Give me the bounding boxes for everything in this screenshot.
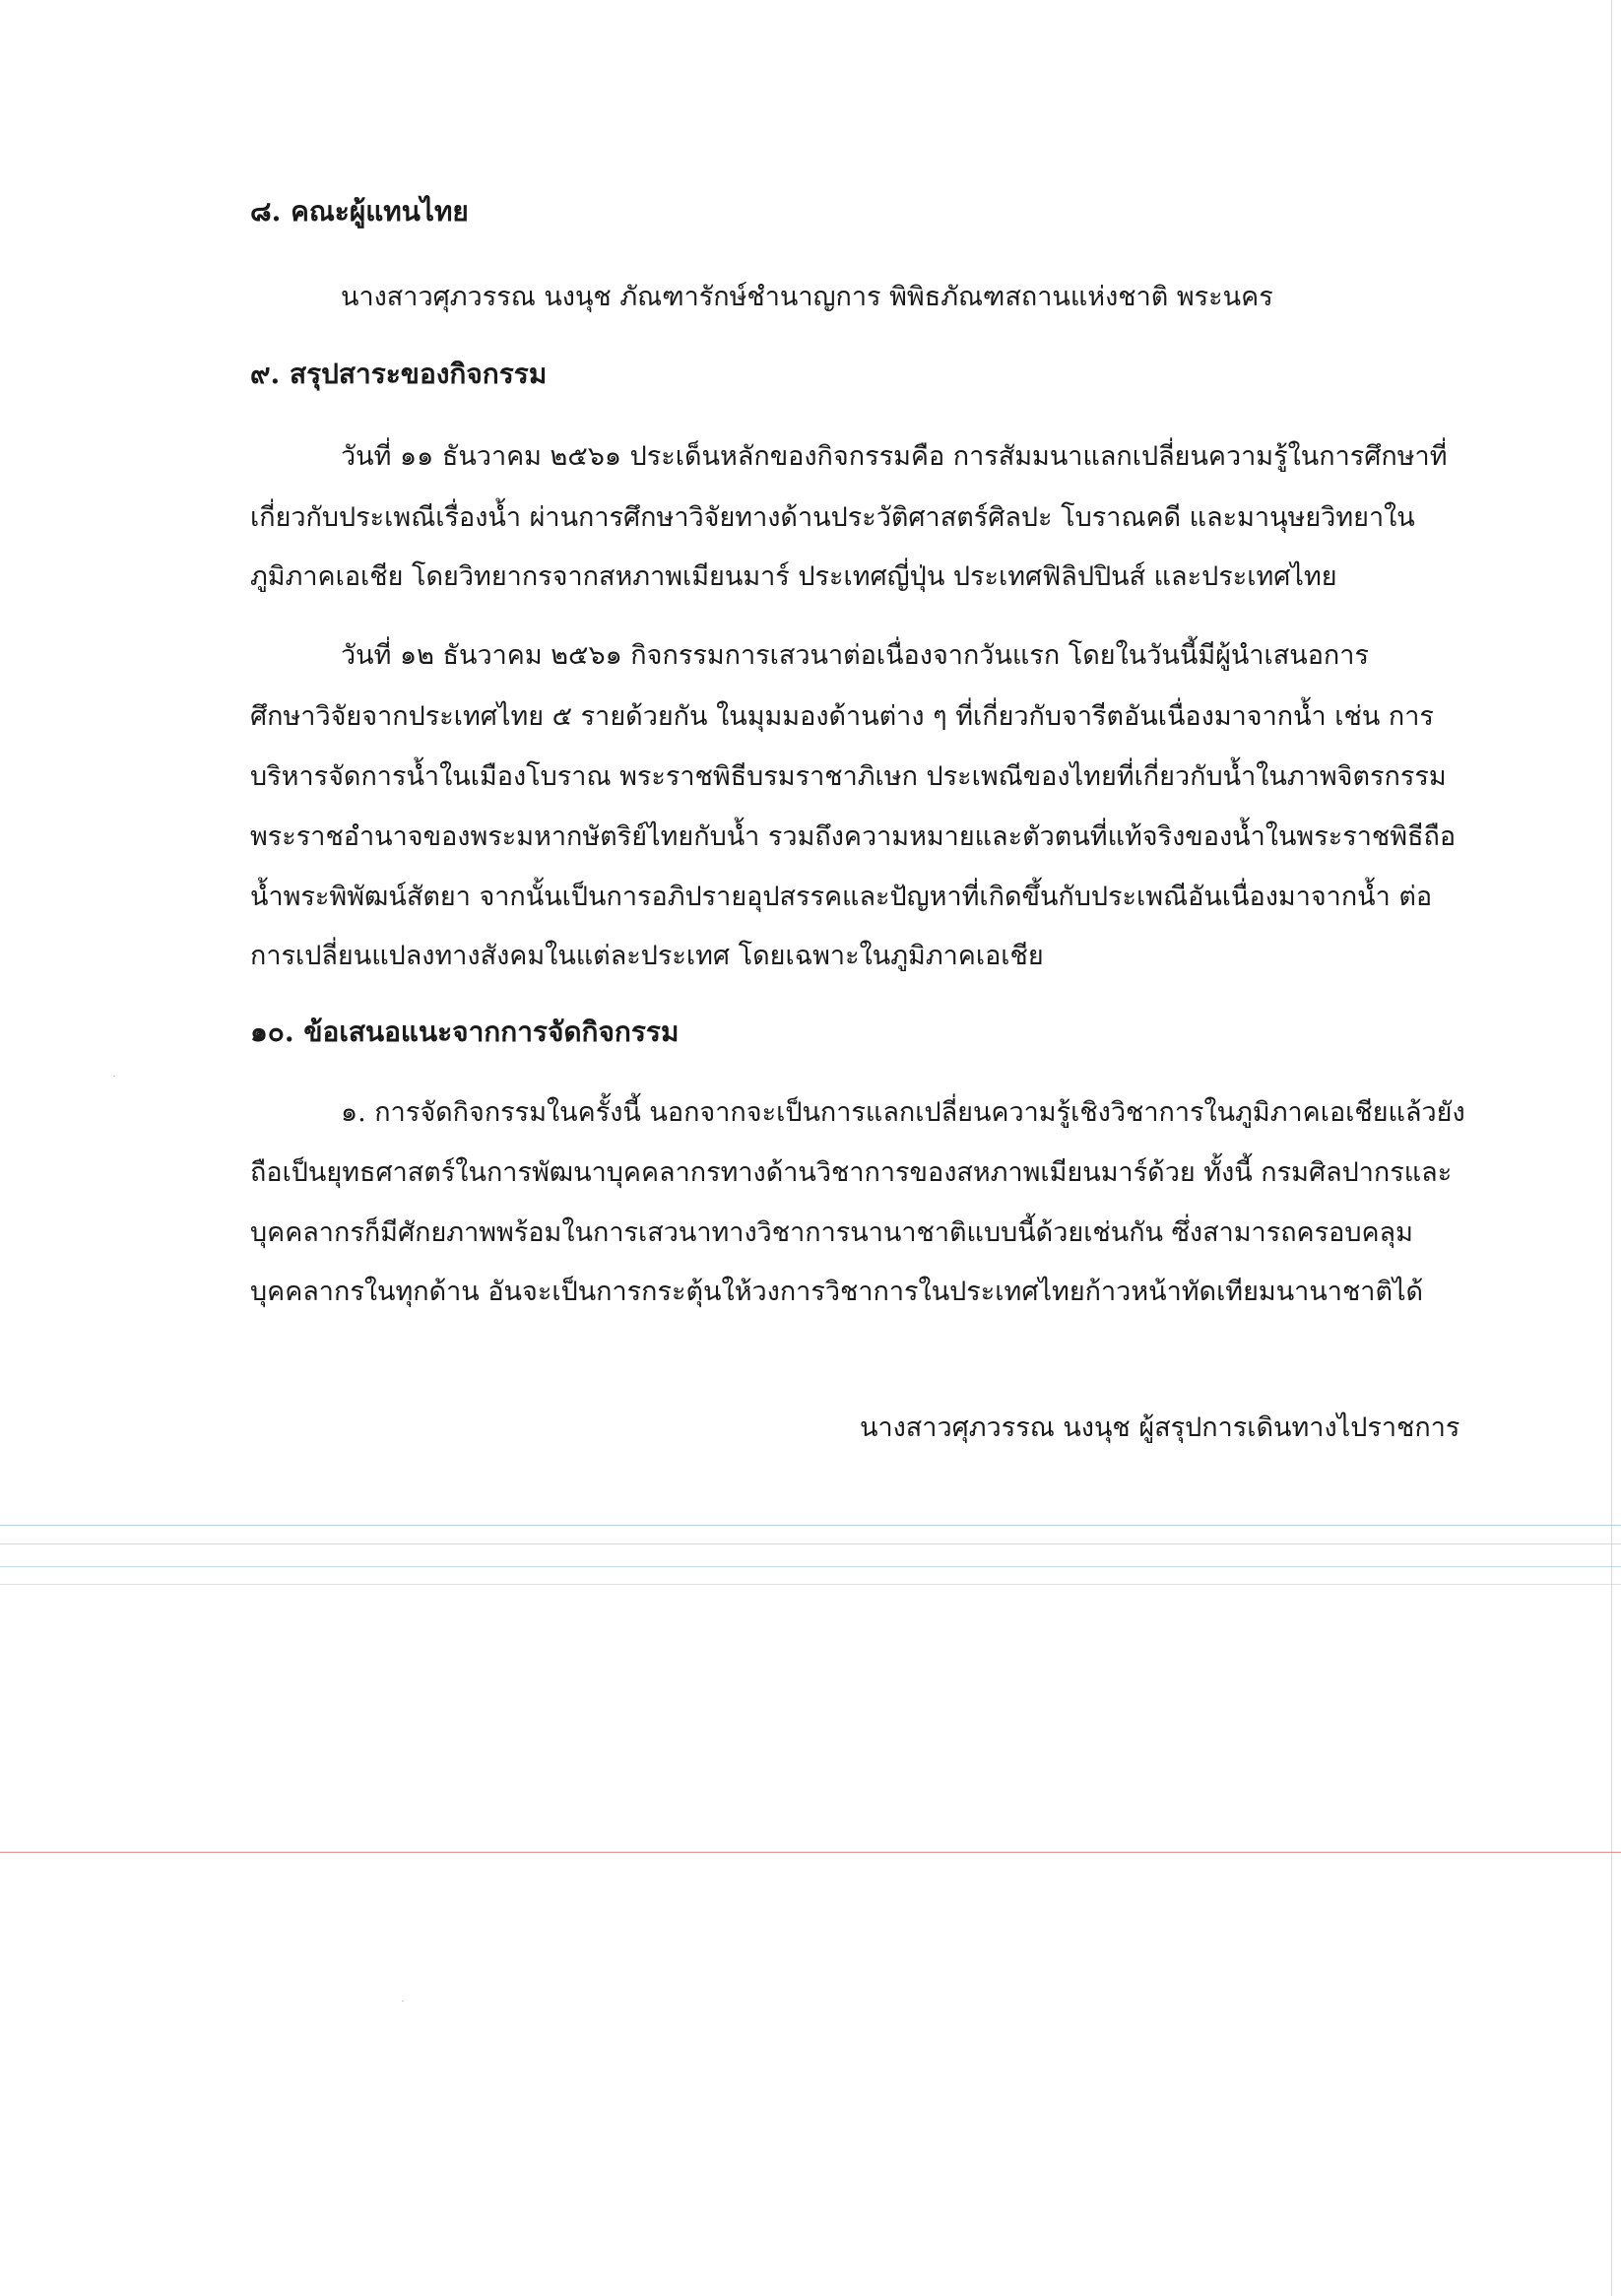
section-9-paragraph-2-line-5: น้ำพระพิพัฒน์สัตยา จากนั้นเป็นการอภิปรายอุปสรรคและปัญหาที่เกิดขึ้นกับประเพณีอันเนื่องมาจากน้ำ ต่อ xyxy=(250,882,1433,912)
section-10-paragraph-1-line-4: บุคคลากรในทุกด้าน อันจะเป็นการกระตุ้นให้วงการวิชาการในประเทศไทยก้าวหน้าทัดเทียมนานาชาติได้ xyxy=(250,1277,1424,1307)
scan-line-red xyxy=(0,1852,1621,1853)
scan-speck xyxy=(113,1076,115,1077)
section-10-heading: ๑๐. ข้อเสนอแนะจากการจัดกิจกรรม xyxy=(250,1016,680,1048)
section-10-paragraph-1-line-2: ถือเป็นยุทธศาสตร์ในการพัฒนาบุคคลากรทางด้านวิชาการของสหภาพเมียนมาร์ด้วย ทั้งนี้ กรมศิลปากรและ xyxy=(250,1157,1453,1188)
section-10-paragraph-1-line-1: ๑. การจัดกิจกรรมในครั้งนี้ นอกจากจะเป็นการแลกเปลี่ยนความรู้เชิงวิชาการในภูมิภาคเอเชียแล้วยัง xyxy=(341,1097,1465,1128)
page-edge-shadow xyxy=(1611,0,1612,2296)
scan-line-gray-2 xyxy=(0,1584,1621,1585)
scan-line-blue-2 xyxy=(0,1566,1621,1567)
section-9-paragraph-1-line-3: ภูมิภาคเอเชีย โดยวิทยากรจากสหภาพเมียนมาร์ ประเทศญี่ปุ่น ประเทศฟิลิปปินส์ และประเทศไทย xyxy=(250,561,1337,592)
section-9-paragraph-2-line-4: พระราชอำนาจของพระมหากษัตริย์ไทยกับน้ำ รวมถึงความหมายและตัวตนที่แท้จริงของน้ำในพระราชพิธีถือ xyxy=(250,821,1457,852)
scan-line-blue-1 xyxy=(0,1525,1621,1526)
section-9-paragraph-2-line-1: วันที่ ๑๒ ธันวาคม ๒๕๖๑ กิจกรรมการเสวนาต่อเนื่องจากวันแรก โดยในวันนี้มีผู้นำเสนอการ xyxy=(341,640,1369,671)
section-9-paragraph-1-line-1: วันที่ ๑๑ ธันวาคม ๒๕๖๑ ประเด็นหลักของกิจกรรมคือ การสัมมนาแลกเปลี่ยนความรู้ในการศึกษาที่ xyxy=(341,441,1448,472)
section-8-heading: ๘. คณะผู้แทนไทย xyxy=(250,195,469,228)
section-10-paragraph-1-line-3: บุคคลากรก็มีศักยภาพพร้อมในการเสวนาทางวิชาการนานาชาติแบบนี้ด้วยเช่นกัน ซึ่งสามารถครอบคลุม xyxy=(250,1217,1413,1248)
scan-line-gray-1 xyxy=(0,1543,1621,1544)
section-9-paragraph-1-line-2: เกี่ยวกับประเพณีเรื่องน้ำ ผ่านการศึกษาวิจัยทางด้านประวัติศาสตร์ศิลปะ โบราณคดี และมานุษยวิทยาใน xyxy=(250,502,1415,533)
section-9-paragraph-2-line-3: บริหารจัดการน้ำในเมืองโบราณ พระราชพิธีบรมราชาภิเษก ประเพณีของไทยที่เกี่ยวกับน้ำในภาพจิตรกรรม xyxy=(250,761,1447,792)
section-8-line: นางสาวศุภวรรณ นงนุช ภัณฑารักษ์ชำนาญการ พิพิธภัณฑสถานแห่งชาติ พระนคร xyxy=(341,282,1273,312)
section-9-paragraph-2-line-6: การเปลี่ยนแปลงทางสังคมในแต่ละประเทศ โดยเฉพาะในภูมิภาคเอเชีย xyxy=(250,941,1044,971)
signature-line: นางสาวศุภวรรณ นงนุช ผู้สรุปการเดินทางไปราชการ xyxy=(860,1412,1460,1443)
section-9-heading: ๙. สรุปสาระของกิจกรรม xyxy=(250,358,548,390)
section-9-paragraph-2-line-2: ศึกษาวิจัยจากประเทศไทย ๕ รายด้วยกัน ในมุมมองด้านต่าง ๆ ที่เกี่ยวกับจารีตอันเนื่องมาจากน้ำ เช่น การ xyxy=(250,701,1434,732)
